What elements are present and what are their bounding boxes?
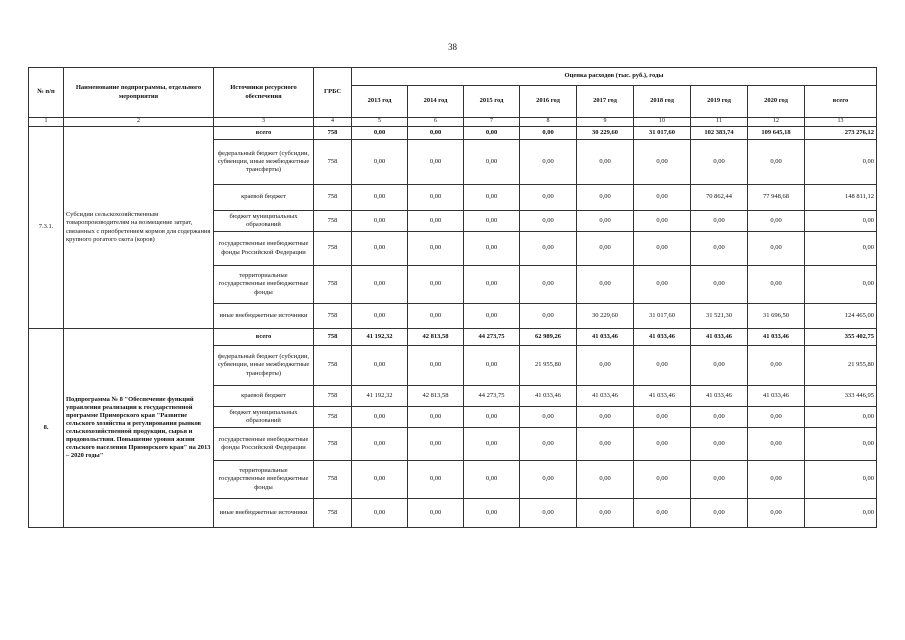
column-index-cell: 13 [805, 118, 877, 127]
grbs-code: 758 [314, 499, 352, 528]
year-value: 0,00 [577, 266, 634, 304]
total-value: 333 446,95 [805, 386, 877, 407]
year-value: 0,00 [352, 211, 408, 232]
year-value: 0,00 [352, 461, 408, 499]
year-value: 0,00 [634, 499, 691, 528]
year-value: 0,00 [691, 407, 748, 428]
year-value: 0,00 [464, 407, 520, 428]
year-value: 0,00 [691, 346, 748, 386]
year-value: 0,00 [408, 127, 464, 140]
year-value: 0,00 [577, 232, 634, 266]
funding-source: иные внебюджетные источники [214, 499, 314, 528]
row-number: 7.3.1. [29, 127, 64, 329]
funding-source: всего [214, 127, 314, 140]
year-value: 0,00 [352, 304, 408, 329]
header-year: 2019 год [691, 86, 748, 118]
year-value: 41 033,46 [691, 329, 748, 346]
year-value: 41 033,46 [748, 329, 805, 346]
year-value: 0,00 [352, 346, 408, 386]
total-value: 148 811,12 [805, 185, 877, 211]
year-value: 0,00 [520, 127, 577, 140]
year-value: 30 229,60 [577, 304, 634, 329]
column-index-cell: 9 [577, 118, 634, 127]
row-number: 8. [29, 329, 64, 528]
year-value: 0,00 [464, 499, 520, 528]
grbs-code: 758 [314, 407, 352, 428]
funding-source: государственные внебюджетные фонды Российской Федерации [214, 428, 314, 461]
total-value: 273 276,12 [805, 127, 877, 140]
year-value: 0,00 [634, 232, 691, 266]
year-value: 0,00 [464, 346, 520, 386]
year-value: 0,00 [464, 185, 520, 211]
expenditure-table [28, 67, 877, 528]
year-value: 0,00 [408, 407, 464, 428]
year-value: 0,00 [464, 232, 520, 266]
year-value: 0,00 [520, 304, 577, 329]
year-value: 0,00 [408, 185, 464, 211]
year-value: 0,00 [634, 461, 691, 499]
funding-source: бюджет муниципальных образований [214, 407, 314, 428]
grbs-code: 758 [314, 461, 352, 499]
grbs-code: 758 [314, 304, 352, 329]
year-value: 0,00 [408, 304, 464, 329]
page-number: 38 [448, 42, 457, 52]
year-value: 0,00 [520, 407, 577, 428]
year-value: 0,00 [577, 185, 634, 211]
total-value: 21 955,80 [805, 346, 877, 386]
funding-source: бюджет муниципальных образований [214, 211, 314, 232]
year-value: 31 696,50 [748, 304, 805, 329]
total-value: 355 402,75 [805, 329, 877, 346]
year-value: 0,00 [577, 499, 634, 528]
total-value: 0,00 [805, 266, 877, 304]
year-value: 41 033,46 [634, 386, 691, 407]
year-value: 0,00 [352, 428, 408, 461]
year-value: 41 033,46 [520, 386, 577, 407]
year-value: 0,00 [748, 499, 805, 528]
year-value: 44 273,75 [464, 386, 520, 407]
year-value: 31 017,60 [634, 127, 691, 140]
year-value: 0,00 [352, 232, 408, 266]
year-value: 0,00 [634, 140, 691, 185]
year-value: 0,00 [577, 211, 634, 232]
year-value: 0,00 [352, 185, 408, 211]
year-value: 31 521,30 [691, 304, 748, 329]
year-value: 102 383,74 [691, 127, 748, 140]
funding-source: всего [214, 329, 314, 346]
year-value: 0,00 [520, 185, 577, 211]
year-value: 41 192,32 [352, 329, 408, 346]
year-value: 0,00 [464, 127, 520, 140]
year-value: 0,00 [577, 140, 634, 185]
year-value: 0,00 [691, 428, 748, 461]
year-value: 0,00 [691, 266, 748, 304]
total-value: 0,00 [805, 461, 877, 499]
funding-source: государственные внебюджетные фонды Российской Федерации [214, 232, 314, 266]
funding-source: федеральный бюджет (субсидии, субвенции, иные межбюджетные трансферты) [214, 140, 314, 185]
year-value: 41 192,32 [352, 386, 408, 407]
year-value: 0,00 [748, 266, 805, 304]
year-value: 0,00 [408, 211, 464, 232]
year-value: 0,00 [408, 499, 464, 528]
year-value: 0,00 [464, 304, 520, 329]
year-value: 0,00 [352, 266, 408, 304]
year-value: 41 033,46 [577, 329, 634, 346]
column-index-cell: 8 [520, 118, 577, 127]
header-year-total: всего [805, 86, 877, 118]
year-value: 0,00 [520, 428, 577, 461]
year-value: 0,00 [464, 428, 520, 461]
total-value: 0,00 [805, 232, 877, 266]
grbs-code: 758 [314, 329, 352, 346]
year-value: 0,00 [464, 461, 520, 499]
grbs-code: 758 [314, 266, 352, 304]
year-value: 0,00 [634, 428, 691, 461]
year-value: 0,00 [577, 461, 634, 499]
year-value: 31 017,60 [634, 304, 691, 329]
year-value: 0,00 [408, 346, 464, 386]
header-grbs: ГРБС [314, 68, 352, 118]
year-value: 0,00 [464, 266, 520, 304]
year-value: 21 955,80 [520, 346, 577, 386]
year-value: 0,00 [408, 428, 464, 461]
total-value: 0,00 [805, 428, 877, 461]
year-value: 70 862,44 [691, 185, 748, 211]
header-year: 2013 год [352, 86, 408, 118]
grbs-code: 758 [314, 386, 352, 407]
column-index-cell: 3 [214, 118, 314, 127]
column-index-cell: 6 [408, 118, 464, 127]
program-name: Подпрограмма № 8 "Обеспечение функций управления реализации к государственной программе Приморского края "Развитие сельского хозяйства и регулирования рынков сельскохозяйственной продукции, сырья и продовольствия. Повышение уровня жизни сельского населения Приморского края" на 2013 – 2020 годы" [64, 329, 214, 528]
column-index-cell: 10 [634, 118, 691, 127]
header-num: № п/п [29, 68, 64, 118]
header-estimate: Оценка расходов (тыс. руб.), годы [352, 68, 877, 86]
year-value: 0,00 [634, 266, 691, 304]
table-row [29, 329, 877, 346]
year-value: 0,00 [577, 407, 634, 428]
year-value: 0,00 [748, 428, 805, 461]
year-value: 62 989,26 [520, 329, 577, 346]
header-year: 2016 год [520, 86, 577, 118]
year-value: 0,00 [748, 211, 805, 232]
grbs-code: 758 [314, 140, 352, 185]
year-value: 0,00 [691, 499, 748, 528]
year-value: 0,00 [352, 407, 408, 428]
year-value: 0,00 [520, 266, 577, 304]
grbs-code: 758 [314, 232, 352, 266]
column-index-row [29, 118, 877, 127]
grbs-code: 758 [314, 211, 352, 232]
year-value: 0,00 [577, 428, 634, 461]
year-value: 0,00 [408, 140, 464, 185]
year-value: 0,00 [520, 140, 577, 185]
year-value: 0,00 [520, 232, 577, 266]
year-value: 0,00 [634, 346, 691, 386]
funding-source: краевой бюджет [214, 386, 314, 407]
grbs-code: 758 [314, 346, 352, 386]
year-value: 0,00 [520, 499, 577, 528]
year-value: 0,00 [464, 140, 520, 185]
year-value: 41 033,46 [691, 386, 748, 407]
grbs-code: 758 [314, 185, 352, 211]
column-index-cell: 5 [352, 118, 408, 127]
year-value: 0,00 [634, 185, 691, 211]
year-value: 41 033,46 [748, 386, 805, 407]
program-name: Субсидии сельскохозяйственным товаропроизводителям на возмещение затрат, связанных с приобретением кормов для содержания крупного рогатого скота (коров) [64, 127, 214, 329]
year-value: 109 645,18 [748, 127, 805, 140]
year-value: 41 033,46 [577, 386, 634, 407]
year-value: 0,00 [408, 266, 464, 304]
column-index-cell: 1 [29, 118, 64, 127]
header-name: Наименование подпрограммы, отдельного мероприятия [64, 68, 214, 118]
header-year: 2015 год [464, 86, 520, 118]
column-index-cell: 4 [314, 118, 352, 127]
column-index-cell: 2 [64, 118, 214, 127]
grbs-code: 758 [314, 127, 352, 140]
year-value: 30 229,60 [577, 127, 634, 140]
year-value: 0,00 [577, 346, 634, 386]
year-value: 0,00 [464, 211, 520, 232]
year-value: 0,00 [352, 127, 408, 140]
year-value: 0,00 [634, 407, 691, 428]
total-value: 0,00 [805, 211, 877, 232]
year-value: 0,00 [748, 232, 805, 266]
year-value: 0,00 [748, 461, 805, 499]
header-source: Источники ресурсного обеспечения [214, 68, 314, 118]
year-value: 0,00 [408, 461, 464, 499]
year-value: 0,00 [520, 211, 577, 232]
column-index-cell: 11 [691, 118, 748, 127]
total-value: 0,00 [805, 140, 877, 185]
header-year: 2017 год [577, 86, 634, 118]
total-value: 0,00 [805, 407, 877, 428]
year-value: 0,00 [748, 407, 805, 428]
year-value: 0,00 [748, 346, 805, 386]
year-value: 42 813,58 [408, 386, 464, 407]
year-value: 0,00 [520, 461, 577, 499]
funding-source: краевой бюджет [214, 185, 314, 211]
header-year: 2018 год [634, 86, 691, 118]
total-value: 0,00 [805, 499, 877, 528]
funding-source: территориальные государственные внебюджетные фонды [214, 266, 314, 304]
year-value: 44 273,75 [464, 329, 520, 346]
year-value: 0,00 [634, 211, 691, 232]
funding-source: территориальные государственные внебюджетные фонды [214, 461, 314, 499]
year-value: 0,00 [408, 232, 464, 266]
funding-source: иные внебюджетные источники [214, 304, 314, 329]
year-value: 0,00 [352, 499, 408, 528]
column-index-cell: 7 [464, 118, 520, 127]
header-year: 2014 год [408, 86, 464, 118]
year-value: 0,00 [691, 211, 748, 232]
funding-source: федеральный бюджет (субсидии, субвенции, иные межбюджетные трансферты) [214, 346, 314, 386]
header-year: 2020 год [748, 86, 805, 118]
total-value: 124 465,00 [805, 304, 877, 329]
year-value: 0,00 [691, 461, 748, 499]
year-value: 77 948,68 [748, 185, 805, 211]
year-value: 0,00 [352, 140, 408, 185]
year-value: 42 813,58 [408, 329, 464, 346]
year-value: 0,00 [748, 140, 805, 185]
grbs-code: 758 [314, 428, 352, 461]
column-index-cell: 12 [748, 118, 805, 127]
year-value: 0,00 [691, 140, 748, 185]
year-value: 0,00 [691, 232, 748, 266]
year-value: 41 033,46 [634, 329, 691, 346]
table-row [29, 127, 877, 140]
